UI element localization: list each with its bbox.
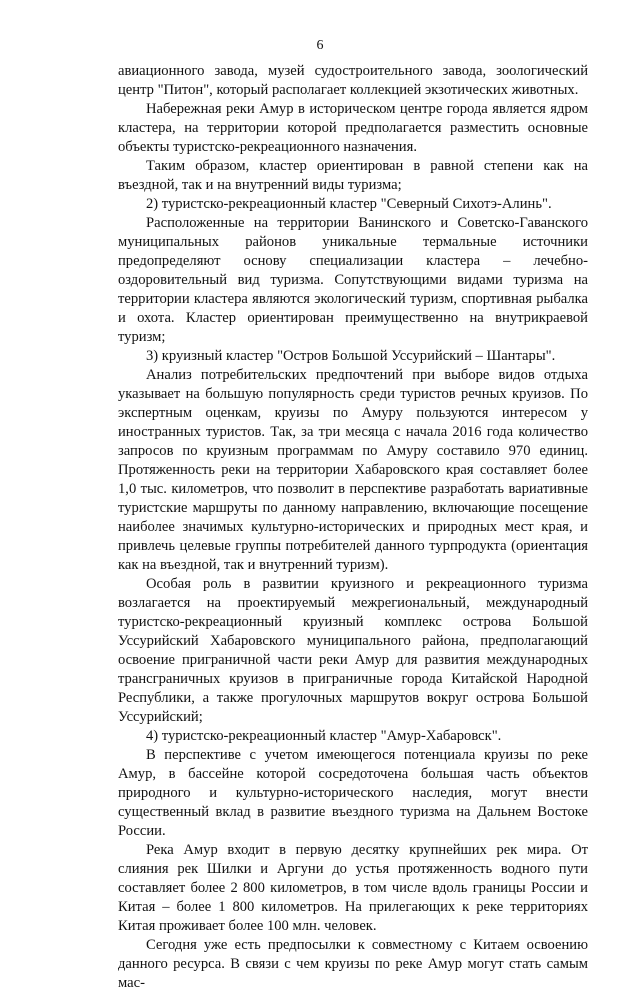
paragraph: Набережная реки Амур в историческом центре города является ядром кластера, на территории которой предполагается разместить основные объекты туристско-рекреационного назначения. — [118, 101, 588, 155]
paragraph: Особая роль в развитии круизного и рекреационного туризма возлагается на проектируемый межрегиональный, международный туристско-рекреационный круизный комплекс острова Большой Уссурийский Хабаровского муниципального района, предполагающий освоение приграничной части реки Амур для развития международных трансграничных круизов в приграничные города Китайской Народной Республики, а также прогулочных маршрутов вокруг острова Большой Уссурийский; — [118, 576, 588, 725]
paragraph: В перспективе с учетом имеющегося потенциала круизы по реке Амур, в бассейне которой сосредоточена большая часть объектов природного и культурно-исторического наследия, могут внести существенный вклад в развитие въездного туризма на Дальнем Востоке России. — [118, 747, 588, 839]
list-heading: 4) туристско-рекреационный кластер "Амур-Хабаровск". — [146, 728, 502, 744]
paragraph: Анализ потребительских предпочтений при выборе видов отдыха указывает на большую популярность среди туристов речных круизов. По экспертным оценкам, круизы по Амуру пользуются интересом у иностранных туристов. Так, за три месяца с начала 2016 года количество запросов по круизным программам по Амуру составило 970 единиц. Протяженность реки на территории Хабаровского края составляет более 1,0 тыс. километров, что позволит в перспективе разработать вариативные туристские маршруты по данному направлению, включающие посещение наиболее значимых культурно-исторических и природных мест края, и привлечь целевые группы потребителей данного турпродукта (ориентация как на въездной, так и внутренний туризм). — [118, 367, 588, 573]
paragraph: Таким образом, кластер ориентирован в равной степени как на въездной, так и на внутренний виды туризма; — [118, 158, 588, 193]
paragraph: Расположенные на территории Ванинского и Советско-Гаванского муниципальных районов уникальные термальные источники предопределяют основу специализации кластера – лечебно-оздоровительный вид туризма. Сопутствующими видами туризма на территории кластера являются экологический туризм, спортивная рыбалка и охота. Кластер ориентирован преимущественно на внутрикраевой туризм; — [118, 215, 588, 345]
paragraph: авиационного завода, музей судостроительного завода, зоологический центр "Питон", который располагает коллекцией экзотических животных. — [118, 63, 588, 98]
list-heading: 3) круизный кластер "Остров Большой Уссурийский – Шантары". — [146, 348, 556, 364]
body-text — [118, 62, 588, 993]
list-heading: 2) туристско-рекреационный кластер "Северный Сихотэ-Алинь". — [146, 196, 552, 212]
paragraph: Сегодня уже есть предпосылки к совместному с Китаем освоению данного ресурса. В связи с чем круизы по реке Амур могут стать самым мас- — [118, 937, 588, 991]
page-number: 6 — [316, 38, 324, 53]
paragraph: Река Амур входит в первую десятку крупнейших рек мира. От слияния рек Шилки и Аргуни до устья протяженность водного пути составляет более 2 800 километров, в том числе вдоль границы России и Китая – более 1 800 километров. На прилегающих к реке территориях Китая проживает более 100 млн. человек. — [118, 842, 588, 934]
